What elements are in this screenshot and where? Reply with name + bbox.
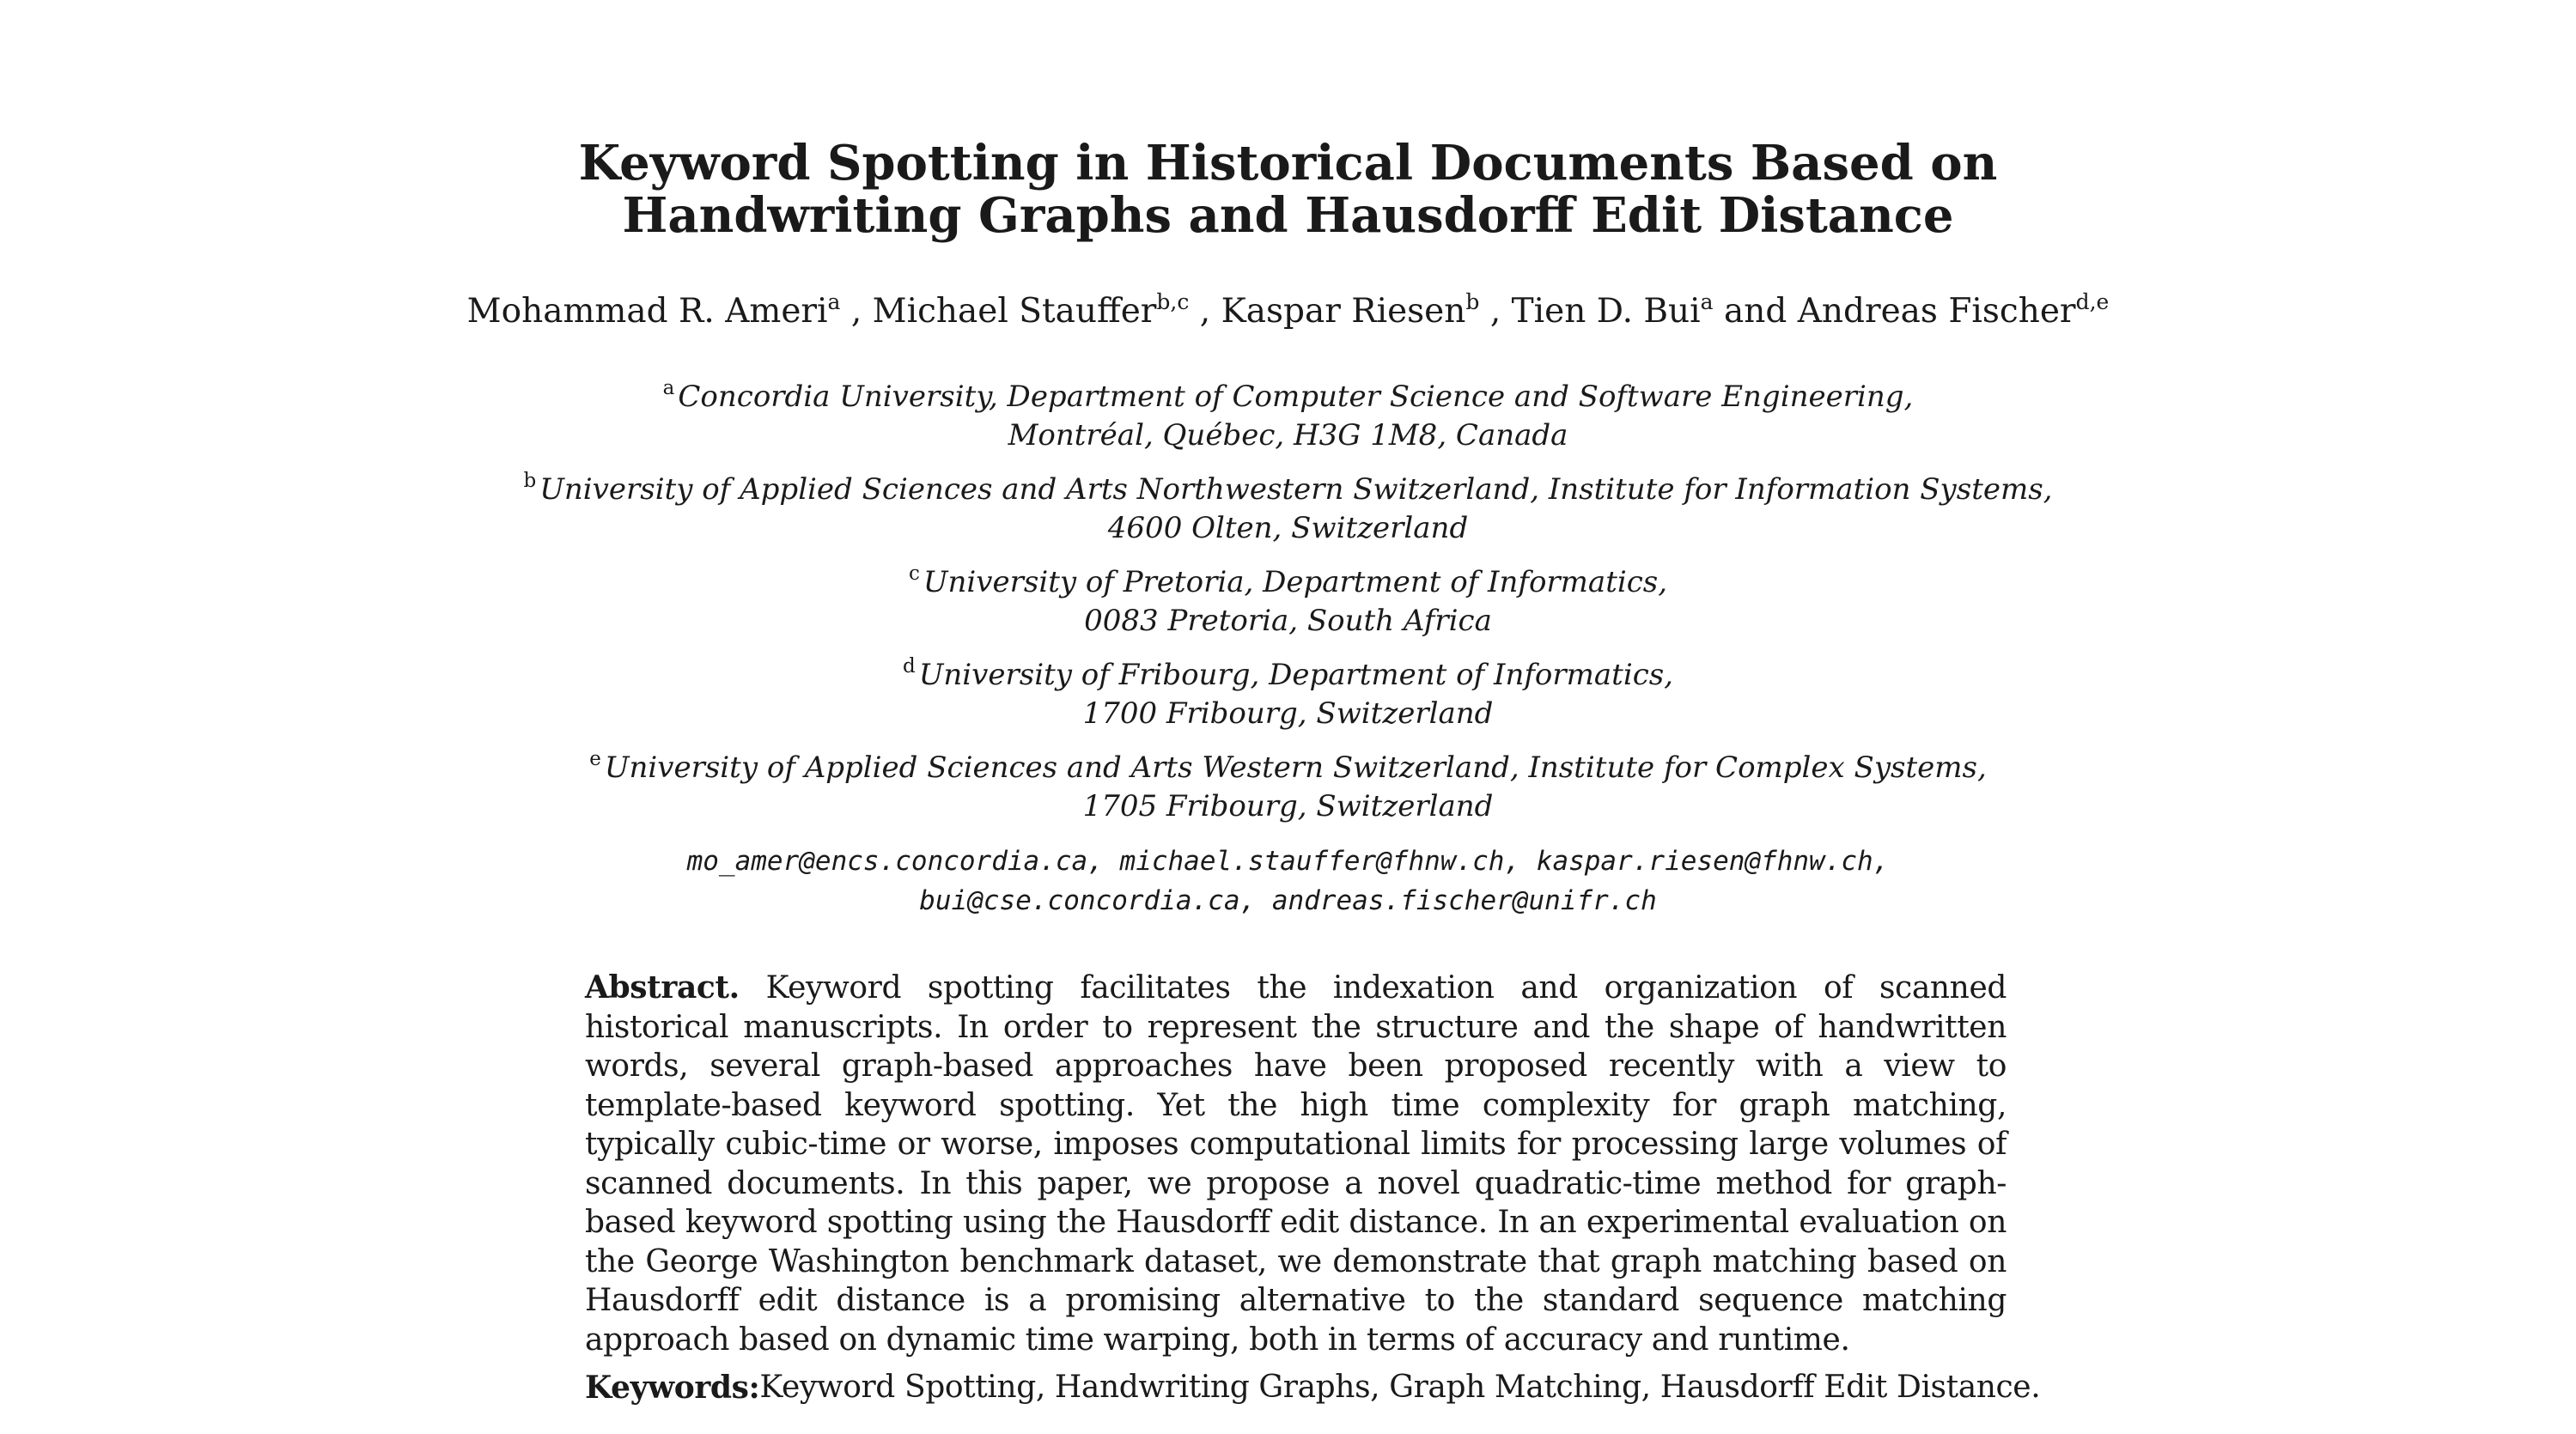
author-separator: , [850,292,862,331]
title-line-1: Keyword Spotting in Historical Documents Based on [578,135,1998,191]
abstract-text: Keyword spotting facilitates the indexation and organization of scanned historical manuscripts. In order to represent the structure and the shape of handwritten words, several graph-based approaches have been proposed recently with a view to template-based keyword spotting. Yet the high time complexity for graph matching, typically cubic-time or worse, imposes computational limits for processing large volumes of scanned documents. In this paper, we propose a novel quadratic-time method for graph-based keyword spotting using the Hausdorff edit distance. In an experimental evaluation on the George Washington benchmark dataset, we demonstrate that graph matching based on Hausdorff edit distance is a promising alternative to the standard sequence matching approach based on dynamic time warping, both in terms of accuracy and runtime. [585,970,2007,1358]
author-separator-and: and [1723,292,1787,331]
keywords [585,1368,2041,1407]
author-name: Tien D. Bui [1511,292,1701,331]
affiliation-mark: e [589,748,601,770]
affiliation-c [0,563,2576,641]
author-affiliation-mark: a [1700,289,1714,314]
email-line-1: mo_amer@encs.concordia.ca, michael.stauffer@fhnw.ch, kaspar.riesen@fhnw.ch, [686,846,1890,877]
author-name: Michael Stauffer [872,292,1157,331]
affiliation-line-1 [0,471,2576,509]
affiliation-mark: a [662,377,675,399]
author-affiliation-mark: d,e [2075,289,2110,314]
affiliation-line-1 [0,749,2576,787]
abstract-label: Abstract. [585,969,740,1006]
author-emails [0,842,2576,921]
affiliation-mark: d [903,655,916,678]
affiliation-a [0,378,2576,455]
affiliation-text: University of Applied Sciences and Arts Northwestern Switzerland, Institute for Information Systems, [539,472,2053,507]
author-list [0,290,2576,333]
affiliation-e [0,749,2576,826]
author-name: Andreas Fischer [1797,292,2076,331]
title-line-2: Handwriting Graphs and Hausdorff Edit Distance [622,187,1954,244]
keywords-label: Keywords: [585,1370,760,1406]
author-affiliation-mark: a [827,289,841,314]
affiliation-line-2: 4600 Olten, Switzerland [1107,511,1469,545]
email-line-2: bui@cse.concordia.ca, andreas.fischer@unifr.ch [919,885,1657,916]
affiliation-text: University of Applied Sciences and Arts Western Switzerland, Institute for Complex Systems, [604,750,1987,785]
author-name: Kaspar Riesen [1221,292,1466,331]
author-affiliation-mark: b [1465,289,1480,314]
affiliation-line-2: 1700 Fribourg, Switzerland [1082,696,1494,731]
paper-title [0,137,2576,242]
affiliation-line-1 [0,563,2576,602]
affiliation-line-1 [0,656,2576,695]
affiliation-text: University of Pretoria, Department of Informatics, [923,565,1668,599]
abstract [585,969,2007,1359]
affiliation-mark: c [908,562,920,585]
affiliation-line-1 [0,378,2576,416]
affiliation-line-2: Montréal, Québec, H3G 1M8, Canada [1008,418,1568,453]
affiliation-mark: b [523,470,537,492]
affiliation-line-2: 1705 Fribourg, Switzerland [1082,789,1494,823]
affiliation-text: University of Fribourg, Department of Informatics, [918,658,1673,692]
affiliation-d [0,656,2576,733]
author-affiliation-mark: b,c [1156,289,1190,314]
author-separator: , [1199,292,1211,331]
affiliation-text: Concordia University, Department of Computer Science and Software Engineering, [678,380,1914,414]
author-name: Mohammad R. Ameri [466,292,828,331]
affiliation-b [0,471,2576,548]
keywords-text: Keyword Spotting, Handwriting Graphs, Graph Matching, Hausdorff Edit Distance. [759,1370,2041,1405]
author-separator: , [1489,292,1501,331]
affiliation-line-2: 0083 Pretoria, South Africa [1084,604,1492,638]
